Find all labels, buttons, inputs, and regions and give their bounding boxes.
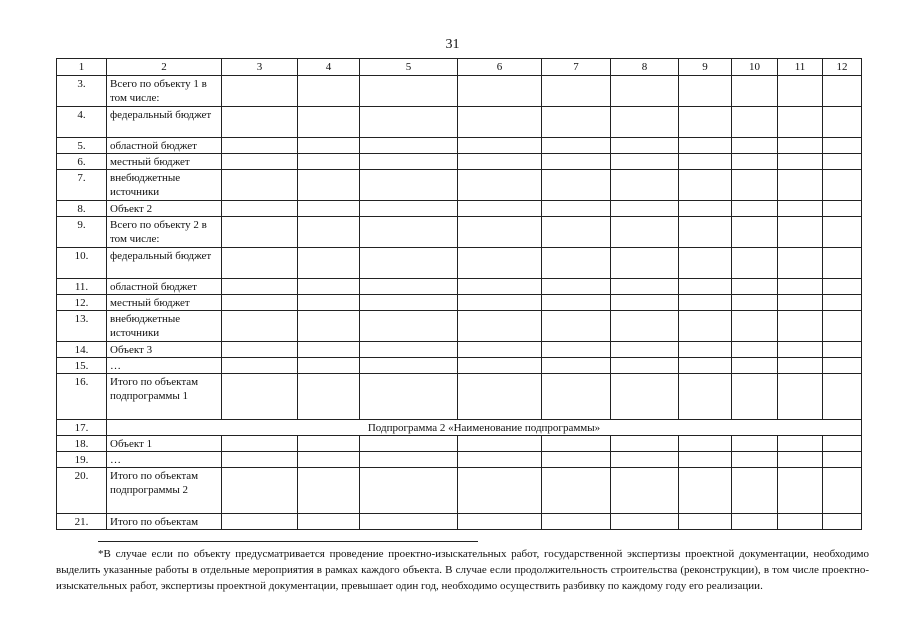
row-number-cell: 9.: [57, 217, 107, 248]
value-cell: [298, 468, 360, 514]
value-cell: [679, 107, 732, 138]
value-cell: [778, 217, 823, 248]
table-row: [57, 295, 862, 311]
table-row: [57, 514, 862, 530]
table-row: [57, 138, 862, 154]
row-number-cell: 20.: [57, 468, 107, 514]
row-number-cell: 19.: [57, 452, 107, 468]
value-cell: [542, 342, 611, 358]
value-cell: [298, 358, 360, 374]
value-cell: [778, 248, 823, 279]
value-cell: [732, 514, 778, 530]
value-cell: [611, 76, 679, 107]
budget-table: [56, 58, 862, 530]
value-cell: [778, 436, 823, 452]
row-number-cell: 10.: [57, 248, 107, 279]
table-row: [57, 76, 862, 107]
value-cell: [611, 154, 679, 170]
value-cell: [360, 76, 458, 107]
value-cell: [823, 514, 862, 530]
table-row: [57, 279, 862, 295]
value-cell: [679, 217, 732, 248]
value-cell: [823, 107, 862, 138]
value-cell: [679, 468, 732, 514]
value-cell: [679, 248, 732, 279]
value-cell: [222, 279, 298, 295]
value-cell: [611, 468, 679, 514]
value-cell: [611, 436, 679, 452]
value-cell: [542, 201, 611, 217]
row-label-cell: …: [107, 358, 222, 374]
value-cell: [458, 468, 542, 514]
row-label-cell: Всего по объекту 2 в том числе:: [107, 217, 222, 248]
value-cell: [778, 154, 823, 170]
value-cell: [298, 514, 360, 530]
value-cell: [823, 170, 862, 201]
value-cell: [360, 374, 458, 420]
value-cell: [542, 468, 611, 514]
value-cell: [732, 342, 778, 358]
value-cell: [298, 154, 360, 170]
value-cell: [611, 311, 679, 342]
value-cell: [611, 107, 679, 138]
value-cell: [458, 358, 542, 374]
value-cell: [360, 107, 458, 138]
row-label-cell: областной бюджет: [107, 138, 222, 154]
value-cell: [679, 342, 732, 358]
value-cell: [222, 358, 298, 374]
value-cell: [778, 514, 823, 530]
value-cell: [458, 76, 542, 107]
value-cell: [298, 436, 360, 452]
row-number-cell: 13.: [57, 311, 107, 342]
value-cell: [458, 107, 542, 138]
value-cell: [458, 514, 542, 530]
value-cell: [298, 170, 360, 201]
value-cell: [458, 154, 542, 170]
table-body: [57, 59, 862, 530]
table-row: [57, 452, 862, 468]
value-cell: [222, 514, 298, 530]
value-cell: [298, 279, 360, 295]
table-row: [57, 311, 862, 342]
value-cell: [542, 154, 611, 170]
value-cell: [542, 107, 611, 138]
value-cell: [222, 311, 298, 342]
value-cell: [732, 436, 778, 452]
value-cell: [360, 295, 458, 311]
value-cell: [222, 201, 298, 217]
table-row: [57, 374, 862, 420]
value-cell: [298, 138, 360, 154]
value-cell: [823, 468, 862, 514]
row-number-cell: 18.: [57, 436, 107, 452]
header-cell: 10: [732, 59, 778, 76]
table-row: [57, 201, 862, 217]
value-cell: [611, 514, 679, 530]
subprogram-title-cell: Подпрограмма 2 «Наименование подпрограммы»: [107, 420, 862, 436]
value-cell: [679, 170, 732, 201]
value-cell: [222, 107, 298, 138]
value-cell: [458, 170, 542, 201]
value-cell: [823, 201, 862, 217]
value-cell: [679, 374, 732, 420]
value-cell: [298, 311, 360, 342]
value-cell: [222, 374, 298, 420]
value-cell: [679, 76, 732, 107]
value-cell: [611, 201, 679, 217]
value-cell: [222, 248, 298, 279]
row-label-cell: Всего по объекту 1 в том числе:: [107, 76, 222, 107]
value-cell: [458, 436, 542, 452]
value-cell: [778, 452, 823, 468]
value-cell: [360, 279, 458, 295]
row-label-cell: федеральный бюджет: [107, 248, 222, 279]
value-cell: [823, 279, 862, 295]
value-cell: [823, 374, 862, 420]
row-label-cell: …: [107, 452, 222, 468]
value-cell: [778, 311, 823, 342]
row-label-cell: Объект 1: [107, 436, 222, 452]
value-cell: [778, 170, 823, 201]
value-cell: [778, 342, 823, 358]
table-row: [57, 436, 862, 452]
value-cell: [360, 311, 458, 342]
table-row: [57, 217, 862, 248]
value-cell: [611, 138, 679, 154]
row-number-cell: 5.: [57, 138, 107, 154]
header-cell: 8: [611, 59, 679, 76]
value-cell: [679, 358, 732, 374]
value-cell: [298, 107, 360, 138]
row-label-cell: местный бюджет: [107, 295, 222, 311]
value-cell: [823, 311, 862, 342]
row-label-cell: местный бюджет: [107, 154, 222, 170]
value-cell: [679, 452, 732, 468]
value-cell: [732, 468, 778, 514]
value-cell: [611, 374, 679, 420]
value-cell: [679, 154, 732, 170]
header-cell: 2: [107, 59, 222, 76]
value-cell: [542, 452, 611, 468]
row-label-cell: внебюджетные источники: [107, 311, 222, 342]
value-cell: [732, 217, 778, 248]
header-cell: 11: [778, 59, 823, 76]
value-cell: [222, 76, 298, 107]
value-cell: [298, 295, 360, 311]
value-cell: [222, 295, 298, 311]
value-cell: [732, 374, 778, 420]
value-cell: [360, 342, 458, 358]
value-cell: [778, 358, 823, 374]
header-cell: 9: [679, 59, 732, 76]
value-cell: [732, 279, 778, 295]
row-label-cell: Итого по объектам: [107, 514, 222, 530]
value-cell: [732, 248, 778, 279]
table-row: [57, 468, 862, 514]
table-row: [57, 107, 862, 138]
value-cell: [542, 295, 611, 311]
row-number-cell: 7.: [57, 170, 107, 201]
value-cell: [458, 342, 542, 358]
value-cell: [542, 358, 611, 374]
row-number-cell: 6.: [57, 154, 107, 170]
row-label-cell: Итого по объектам подпрограммы 1: [107, 374, 222, 420]
value-cell: [360, 170, 458, 201]
value-cell: [542, 374, 611, 420]
header-cell: 6: [458, 59, 542, 76]
row-label-cell: федеральный бюджет: [107, 107, 222, 138]
value-cell: [611, 170, 679, 201]
table-row: [57, 154, 862, 170]
value-cell: [298, 342, 360, 358]
row-label-cell: Объект 2: [107, 201, 222, 217]
footnote-divider: [98, 541, 478, 542]
value-cell: [360, 154, 458, 170]
value-cell: [732, 311, 778, 342]
value-cell: [360, 452, 458, 468]
value-cell: [360, 217, 458, 248]
value-cell: [360, 138, 458, 154]
table-row: [57, 342, 862, 358]
value-cell: [823, 452, 862, 468]
value-cell: [611, 342, 679, 358]
row-number-cell: 21.: [57, 514, 107, 530]
row-number-cell: 15.: [57, 358, 107, 374]
value-cell: [222, 217, 298, 248]
value-cell: [679, 279, 732, 295]
value-cell: [778, 468, 823, 514]
value-cell: [679, 514, 732, 530]
value-cell: [823, 217, 862, 248]
value-cell: [732, 295, 778, 311]
value-cell: [298, 76, 360, 107]
value-cell: [823, 436, 862, 452]
value-cell: [778, 201, 823, 217]
value-cell: [823, 138, 862, 154]
footnote-text: *В случае если по объекту предусматривается проведение проектно-изыскательных работ, государственной экспертизы проектной документации, необходимо выделить указанные работы в отдельные мероприятия в рамках каждого объекта. В случае если продолжительность строительства (реконструкции), в том числе проектно-изыскательных работ, экспертизы проектной документации, превышает один год, необходимо осуществить разбивку по каждому году его реализации.: [56, 548, 869, 592]
row-number-cell: 12.: [57, 295, 107, 311]
row-number-cell: 17.: [57, 420, 107, 436]
header-cell: 12: [823, 59, 862, 76]
value-cell: [360, 436, 458, 452]
value-cell: [298, 452, 360, 468]
value-cell: [679, 295, 732, 311]
row-label-cell: внебюджетные источники: [107, 170, 222, 201]
value-cell: [611, 217, 679, 248]
value-cell: [778, 374, 823, 420]
value-cell: [542, 170, 611, 201]
value-cell: [458, 138, 542, 154]
table-row: [57, 248, 862, 279]
row-number-cell: 3.: [57, 76, 107, 107]
table-row: [57, 358, 862, 374]
value-cell: [542, 436, 611, 452]
value-cell: [611, 279, 679, 295]
value-cell: [611, 452, 679, 468]
value-cell: [732, 452, 778, 468]
value-cell: [732, 170, 778, 201]
row-label-cell: Итого по объектам подпрограммы 2: [107, 468, 222, 514]
table-row: [57, 420, 862, 436]
value-cell: [458, 279, 542, 295]
value-cell: [542, 279, 611, 295]
value-cell: [542, 311, 611, 342]
row-number-cell: 16.: [57, 374, 107, 420]
value-cell: [542, 514, 611, 530]
header-cell: 4: [298, 59, 360, 76]
value-cell: [778, 107, 823, 138]
value-cell: [732, 76, 778, 107]
page-number: 31: [445, 37, 460, 52]
value-cell: [458, 311, 542, 342]
value-cell: [222, 342, 298, 358]
value-cell: [732, 107, 778, 138]
table-row: [57, 170, 862, 201]
value-cell: [458, 217, 542, 248]
value-cell: [360, 468, 458, 514]
value-cell: [222, 138, 298, 154]
value-cell: [360, 201, 458, 217]
value-cell: [778, 295, 823, 311]
value-cell: [778, 279, 823, 295]
value-cell: [458, 374, 542, 420]
row-number-cell: 11.: [57, 279, 107, 295]
value-cell: [823, 76, 862, 107]
value-cell: [298, 217, 360, 248]
row-number-cell: 8.: [57, 201, 107, 217]
value-cell: [360, 514, 458, 530]
value-cell: [679, 436, 732, 452]
value-cell: [542, 138, 611, 154]
value-cell: [732, 154, 778, 170]
table-header-row: [57, 59, 862, 76]
value-cell: [458, 452, 542, 468]
value-cell: [679, 311, 732, 342]
value-cell: [679, 201, 732, 217]
value-cell: [298, 248, 360, 279]
value-cell: [823, 154, 862, 170]
row-label-cell: Объект 3: [107, 342, 222, 358]
value-cell: [732, 138, 778, 154]
value-cell: [732, 358, 778, 374]
row-number-cell: 4.: [57, 107, 107, 138]
value-cell: [611, 358, 679, 374]
value-cell: [542, 248, 611, 279]
value-cell: [458, 295, 542, 311]
value-cell: [542, 217, 611, 248]
value-cell: [298, 374, 360, 420]
value-cell: [360, 358, 458, 374]
value-cell: [542, 76, 611, 107]
value-cell: [298, 201, 360, 217]
row-number-cell: 14.: [57, 342, 107, 358]
value-cell: [679, 138, 732, 154]
value-cell: [823, 295, 862, 311]
value-cell: [823, 358, 862, 374]
value-cell: [458, 248, 542, 279]
row-label-cell: областной бюджет: [107, 279, 222, 295]
value-cell: [222, 452, 298, 468]
value-cell: [823, 248, 862, 279]
header-cell: 7: [542, 59, 611, 76]
value-cell: [360, 248, 458, 279]
value-cell: [778, 138, 823, 154]
value-cell: [611, 248, 679, 279]
value-cell: [222, 436, 298, 452]
value-cell: [732, 201, 778, 217]
header-cell: 5: [360, 59, 458, 76]
value-cell: [823, 342, 862, 358]
value-cell: [778, 76, 823, 107]
header-cell: 3: [222, 59, 298, 76]
value-cell: [222, 154, 298, 170]
value-cell: [222, 170, 298, 201]
value-cell: [458, 201, 542, 217]
header-cell: 1: [57, 59, 107, 76]
value-cell: [222, 468, 298, 514]
value-cell: [611, 295, 679, 311]
